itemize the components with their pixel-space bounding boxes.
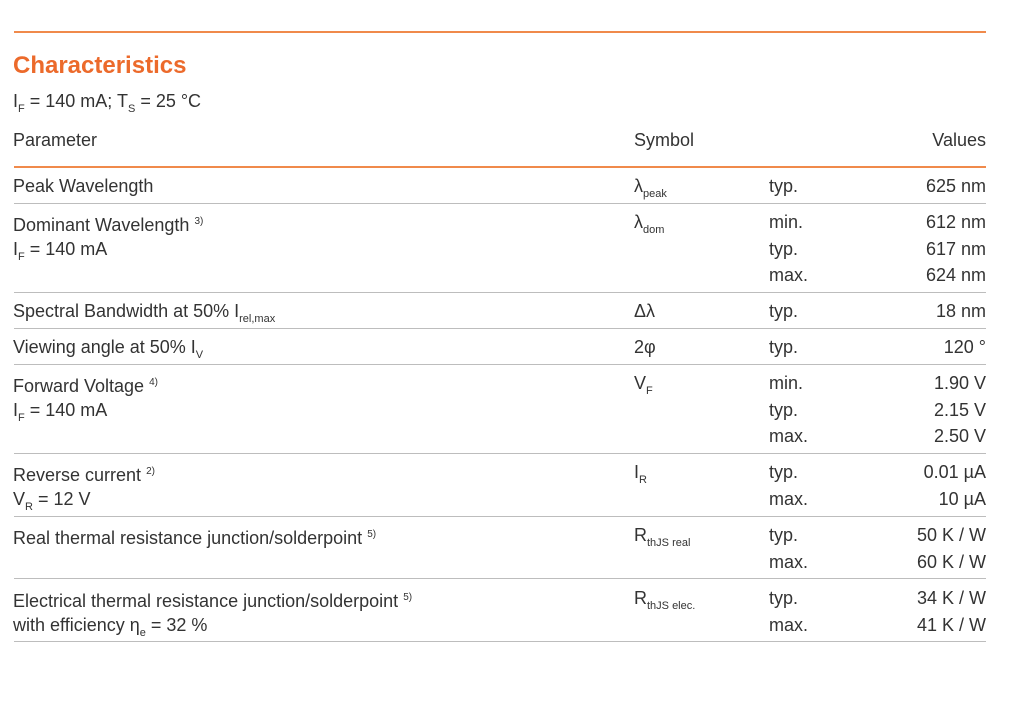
condition-subscript: F bbox=[18, 250, 25, 263]
value-kind: typ. bbox=[769, 399, 799, 420]
value-kind: typ. bbox=[769, 462, 799, 482]
value: 2.50 V bbox=[933, 426, 986, 446]
value-kind: typ. bbox=[769, 525, 799, 545]
value-kind: max. bbox=[769, 426, 809, 446]
footnote-ref: 5) bbox=[367, 529, 377, 540]
symbol-main: R bbox=[634, 525, 647, 545]
header-symbol: Symbol bbox=[634, 130, 695, 150]
condition-text: = 140 mA bbox=[24, 399, 108, 420]
value: 60 K / W bbox=[916, 551, 986, 572]
parameter-label: Reverse current bbox=[13, 465, 142, 485]
symbol-subscript: R bbox=[639, 474, 647, 486]
header-parameter: Parameter bbox=[13, 130, 98, 150]
symbol-subscript: thJS elec. bbox=[647, 600, 696, 612]
row-divider bbox=[14, 292, 986, 293]
condition-text: = 12 V bbox=[32, 488, 91, 509]
value: 18 nm bbox=[935, 301, 986, 321]
symbol-main: Δλ bbox=[634, 301, 656, 321]
value-kind: typ. bbox=[769, 238, 799, 259]
condition-subscript: F bbox=[18, 411, 25, 424]
value-kind: typ. bbox=[769, 176, 799, 196]
value: 1.90 V bbox=[933, 373, 986, 393]
value: 2.15 V bbox=[933, 399, 986, 420]
parameter-name bbox=[13, 461, 155, 486]
symbol bbox=[634, 211, 664, 241]
condition-subscript: R bbox=[25, 500, 33, 513]
symbol-main: V bbox=[634, 373, 647, 393]
value-kind: max. bbox=[769, 551, 809, 572]
condition-text: with efficiency η bbox=[13, 614, 140, 635]
value: 612 nm bbox=[925, 212, 986, 232]
value: 625 nm bbox=[925, 176, 986, 196]
row-divider bbox=[14, 364, 986, 365]
row-divider bbox=[14, 516, 986, 517]
parameter-label: Peak Wavelength bbox=[13, 176, 154, 196]
row-divider bbox=[14, 578, 986, 579]
value-kind: max. bbox=[769, 614, 809, 635]
value: 34 K / W bbox=[916, 588, 986, 608]
parameter-subscript: V bbox=[195, 349, 204, 361]
parameter-name bbox=[13, 300, 275, 330]
condition-text: V bbox=[13, 488, 26, 509]
value-kind: min. bbox=[769, 373, 804, 393]
row-divider bbox=[14, 328, 986, 329]
symbol-main: 2φ bbox=[634, 337, 656, 357]
symbol-subscript: thJS real bbox=[647, 537, 691, 549]
row-divider bbox=[14, 641, 986, 642]
parameter-name bbox=[13, 211, 203, 236]
value: 624 nm bbox=[925, 265, 986, 285]
header-rule bbox=[14, 166, 986, 168]
parameter-label: Forward Voltage bbox=[13, 376, 145, 396]
symbol bbox=[634, 300, 655, 322]
parameter-name bbox=[13, 587, 412, 612]
parameter-label: Spectral Bandwidth at 50% I bbox=[13, 301, 240, 321]
value-kind: typ. bbox=[769, 588, 799, 608]
value: 0.01 µA bbox=[923, 462, 986, 482]
parameter-condition bbox=[13, 488, 91, 518]
symbol bbox=[634, 524, 690, 554]
symbol bbox=[634, 336, 656, 358]
value-kind: typ. bbox=[769, 337, 799, 357]
condition-text: = 140 mA bbox=[24, 238, 108, 259]
parameter-name bbox=[13, 524, 376, 549]
value-kind: min. bbox=[769, 212, 804, 232]
symbol bbox=[634, 461, 647, 491]
parameter-label: Viewing angle at 50% I bbox=[13, 337, 196, 357]
condition-text: I bbox=[13, 238, 19, 259]
value: 120 ° bbox=[943, 337, 986, 357]
footnote-ref: 3) bbox=[194, 216, 204, 227]
symbol-main: R bbox=[634, 588, 647, 608]
parameter-name bbox=[13, 372, 158, 397]
condition-text: I bbox=[13, 399, 19, 420]
header-values: Values bbox=[932, 130, 986, 150]
symbol-main: I bbox=[634, 462, 640, 482]
symbol-main: λ bbox=[634, 176, 643, 196]
parameter-name bbox=[13, 175, 153, 197]
condition-text: = 32 % bbox=[145, 614, 208, 635]
footnote-ref: 5) bbox=[403, 592, 413, 603]
value-kind: max. bbox=[769, 488, 809, 509]
row-divider bbox=[14, 203, 986, 204]
parameter-condition bbox=[13, 399, 107, 429]
row-divider bbox=[14, 453, 986, 454]
condition-subscript: e bbox=[139, 626, 146, 639]
test-conditions: $I_F = 140$ mA; $T_S = 25$ °C bbox=[13, 91, 202, 115]
value: 41 K / W bbox=[916, 614, 986, 635]
symbol-subscript: dom bbox=[643, 224, 665, 236]
parameter-condition bbox=[13, 238, 107, 268]
symbol-subscript: peak bbox=[643, 188, 667, 200]
parameter-name bbox=[13, 336, 203, 366]
symbol bbox=[634, 175, 667, 205]
parameter-label: Real thermal resistance junction/solderpoint bbox=[13, 528, 363, 548]
value-kind: typ. bbox=[769, 301, 799, 321]
value: 50 K / W bbox=[916, 525, 986, 545]
value: 617 nm bbox=[925, 238, 986, 259]
symbol-main: λ bbox=[634, 212, 643, 232]
section-title: Characteristics bbox=[13, 52, 187, 79]
symbol bbox=[634, 587, 695, 617]
parameter-subscript: rel,max bbox=[239, 313, 276, 325]
symbol-subscript: F bbox=[646, 385, 653, 397]
footnote-ref: 4) bbox=[149, 377, 158, 388]
value: 10 µA bbox=[938, 488, 986, 509]
parameter-label: Electrical thermal resistance junction/solderpoint bbox=[13, 591, 399, 611]
footnote-ref: 2) bbox=[146, 466, 155, 477]
parameter-condition bbox=[13, 614, 207, 644]
parameter-label: Dominant Wavelength bbox=[13, 215, 190, 235]
top-rule bbox=[14, 31, 986, 33]
value-kind: max. bbox=[769, 265, 809, 285]
symbol bbox=[634, 372, 653, 402]
